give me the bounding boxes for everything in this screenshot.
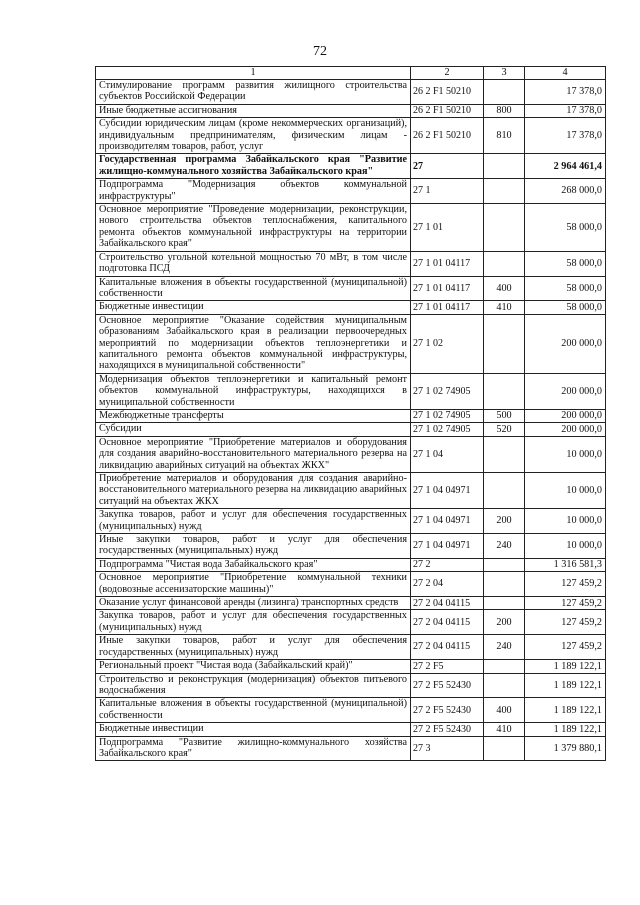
row-code-cell: 27 1 01 04117: [411, 301, 484, 314]
row-sum-cell: 17 378,0: [525, 118, 606, 154]
row-name-cell: Закупка товаров, работ и услуг для обеспечения государственных (муниципальных) нужд: [96, 509, 411, 534]
row-code-cell: 27 1 02 74905: [411, 409, 484, 422]
table-row: [96, 558, 606, 571]
row-code-cell: 27 1: [411, 179, 484, 204]
row-sum-cell: 58 000,0: [525, 301, 606, 314]
row-expense-type-cell: 200: [484, 509, 525, 534]
row-code-cell: 27 2 F5 52430: [411, 723, 484, 736]
row-expense-type-cell: [484, 673, 525, 698]
row-code-cell: 27 1 02: [411, 314, 484, 373]
header-col-2: 2: [411, 67, 484, 80]
row-code-cell: 27 2 04 04115: [411, 610, 484, 635]
table-row: [96, 104, 606, 117]
row-sum-cell: 10 000,0: [525, 509, 606, 534]
row-name-cell: Строительство угольной котельной мощностью 70 мВт, в том числе подготовка ПСД: [96, 251, 411, 276]
row-sum-cell: 10 000,0: [525, 473, 606, 509]
row-expense-type-cell: [484, 597, 525, 610]
row-name-cell: Бюджетные инвестиции: [96, 723, 411, 736]
row-code-cell: 27 1 04 04971: [411, 534, 484, 559]
row-sum-cell: 200 000,0: [525, 373, 606, 409]
row-sum-cell: 1 316 581,3: [525, 558, 606, 571]
row-name-cell: Модернизация объектов теплоэнергетики и капитальный ремонт объектов коммунальной инфраструктуры, находящихся в муниципальной собственности: [96, 373, 411, 409]
row-code-cell: 27 2 04 04115: [411, 597, 484, 610]
table-row: [96, 534, 606, 559]
table-header-row: [96, 67, 606, 80]
row-name-cell: Субсидии юридическим лицам (кроме некоммерческих организаций), индивидуальным предпринимателям, физическим лицам - производителям товаров, работ, услуг: [96, 118, 411, 154]
table-row: [96, 251, 606, 276]
row-sum-cell: 2 964 461,4: [525, 154, 606, 179]
row-name-cell: Оказание услуг финансовой аренды (лизинга) транспортных средств: [96, 597, 411, 610]
table-row: [96, 473, 606, 509]
table-row: [96, 572, 606, 597]
row-sum-cell: 200 000,0: [525, 314, 606, 373]
row-name-cell: Межбюджетные трансферты: [96, 409, 411, 422]
table-row: [96, 301, 606, 314]
page-number: 72: [313, 44, 327, 59]
row-sum-cell: 17 378,0: [525, 80, 606, 105]
header-col-1: 1: [96, 67, 411, 80]
row-sum-cell: 200 000,0: [525, 409, 606, 422]
row-sum-cell: 1 189 122,1: [525, 673, 606, 698]
row-name-cell: Подпрограмма "Чистая вода Забайкальского края": [96, 558, 411, 571]
row-expense-type-cell: 800: [484, 104, 525, 117]
row-name-cell: Подпрограмма "Модернизация объектов коммунальной инфраструктуры": [96, 179, 411, 204]
row-expense-type-cell: [484, 154, 525, 179]
row-code-cell: 27: [411, 154, 484, 179]
row-expense-type-cell: [484, 373, 525, 409]
row-expense-type-cell: [484, 80, 525, 105]
table-row: [96, 80, 606, 105]
table-row: [96, 118, 606, 154]
row-sum-cell: 127 459,2: [525, 572, 606, 597]
row-code-cell: 27 1 02 74905: [411, 423, 484, 436]
table-row: [96, 610, 606, 635]
table-row: [96, 179, 606, 204]
row-expense-type-cell: [484, 436, 525, 472]
row-code-cell: 27 1 04: [411, 436, 484, 472]
row-name-cell: Строительство и реконструкция (модернизация) объектов питьевого водоснабжения: [96, 673, 411, 698]
row-code-cell: 27 3: [411, 736, 484, 761]
header-col-3: 3: [484, 67, 525, 80]
row-code-cell: 27 2 F5 52430: [411, 673, 484, 698]
row-sum-cell: 127 459,2: [525, 597, 606, 610]
row-sum-cell: 58 000,0: [525, 276, 606, 301]
row-code-cell: 27 1 01 04117: [411, 251, 484, 276]
row-expense-type-cell: [484, 179, 525, 204]
row-name-cell: Иные закупки товаров, работ и услуг для обеспечения государственных (муниципальных) нужд: [96, 635, 411, 660]
row-code-cell: 27 1 04 04971: [411, 509, 484, 534]
row-expense-type-cell: [484, 572, 525, 597]
row-sum-cell: 17 378,0: [525, 104, 606, 117]
row-expense-type-cell: 200: [484, 610, 525, 635]
row-expense-type-cell: 810: [484, 118, 525, 154]
row-expense-type-cell: 410: [484, 301, 525, 314]
table-row: [96, 736, 606, 761]
row-expense-type-cell: 520: [484, 423, 525, 436]
row-sum-cell: 127 459,2: [525, 610, 606, 635]
row-code-cell: 27 2 04: [411, 572, 484, 597]
row-code-cell: 26 2 F1 50210: [411, 104, 484, 117]
table-row: [96, 423, 606, 436]
row-sum-cell: 10 000,0: [525, 436, 606, 472]
row-name-cell: Региональный проект "Чистая вода (Забайкальский край)": [96, 660, 411, 673]
row-sum-cell: 1 189 122,1: [525, 698, 606, 723]
budget-table: [95, 66, 606, 761]
table-row: [96, 314, 606, 373]
row-code-cell: 26 2 F1 50210: [411, 118, 484, 154]
row-code-cell: 27 1 01: [411, 204, 484, 252]
table-row: [96, 204, 606, 252]
row-code-cell: 26 2 F1 50210: [411, 80, 484, 105]
row-sum-cell: 1 189 122,1: [525, 660, 606, 673]
table-row: [96, 154, 606, 179]
row-code-cell: 27 1 04 04971: [411, 473, 484, 509]
row-expense-type-cell: 240: [484, 635, 525, 660]
row-expense-type-cell: 410: [484, 723, 525, 736]
row-code-cell: 27 1 02 74905: [411, 373, 484, 409]
row-expense-type-cell: [484, 736, 525, 761]
row-expense-type-cell: 400: [484, 276, 525, 301]
row-expense-type-cell: [484, 558, 525, 571]
row-name-cell: Подпрограмма "Развитие жилищно-коммунального хозяйства Забайкальского края": [96, 736, 411, 761]
row-name-cell: Основное мероприятие "Проведение модернизации, реконструкции, нового строительства объектов теплоснабжения, капитального ремонта объектов коммунальной инфраструктуры на территории Забайкальского края": [96, 204, 411, 252]
row-sum-cell: 1 189 122,1: [525, 723, 606, 736]
row-expense-type-cell: 500: [484, 409, 525, 422]
row-expense-type-cell: 400: [484, 698, 525, 723]
row-name-cell: Капитальные вложения в объекты государственной (муниципальной) собственности: [96, 698, 411, 723]
row-expense-type-cell: 240: [484, 534, 525, 559]
row-name-cell: Бюджетные инвестиции: [96, 301, 411, 314]
row-sum-cell: 58 000,0: [525, 204, 606, 252]
header-col-4: 4: [525, 67, 606, 80]
table-row: [96, 673, 606, 698]
row-code-cell: 27 2 F5: [411, 660, 484, 673]
row-code-cell: 27 2 F5 52430: [411, 698, 484, 723]
row-code-cell: 27 1 01 04117: [411, 276, 484, 301]
budget-table-body: [96, 67, 606, 761]
row-expense-type-cell: [484, 473, 525, 509]
row-sum-cell: 10 000,0: [525, 534, 606, 559]
row-name-cell: Иные закупки товаров, работ и услуг для обеспечения государственных (муниципальных) нужд: [96, 534, 411, 559]
row-name-cell: Субсидии: [96, 423, 411, 436]
row-name-cell: Капитальные вложения в объекты государственной (муниципальной) собственности: [96, 276, 411, 301]
row-code-cell: 27 2 04 04115: [411, 635, 484, 660]
row-expense-type-cell: [484, 251, 525, 276]
table-row: [96, 436, 606, 472]
table-row: [96, 698, 606, 723]
row-expense-type-cell: [484, 314, 525, 373]
row-sum-cell: 1 379 880,1: [525, 736, 606, 761]
row-name-cell: Стимулирование программ развития жилищного строительства субъектов Российской Федерации: [96, 80, 411, 105]
table-row: [96, 509, 606, 534]
row-name-cell: Приобретение материалов и оборудования для создания аварийно-восстановительного материального резерва на ликвидацию аварийных ситуаций на объектах ЖКХ: [96, 473, 411, 509]
row-code-cell: 27 2: [411, 558, 484, 571]
table-row: [96, 597, 606, 610]
row-sum-cell: 127 459,2: [525, 635, 606, 660]
row-name-cell: Иные бюджетные ассигнования: [96, 104, 411, 117]
row-sum-cell: 200 000,0: [525, 423, 606, 436]
row-name-cell: Основное мероприятие "Оказание содействия муниципальным образованиям Забайкальского края в реализации первоочередных мероприятий по модернизации объектов теплоэнергетики и капитального ремонта объектов коммунальной инфраструктуры, находящихся в муниципальной собственности": [96, 314, 411, 373]
row-sum-cell: 58 000,0: [525, 251, 606, 276]
row-name-cell: Основное мероприятие "Приобретение коммунальной техники (водовозные ассенизаторские машины)": [96, 572, 411, 597]
table-row: [96, 635, 606, 660]
row-name-cell: Закупка товаров, работ и услуг для обеспечения государственных (муниципальных) нужд: [96, 610, 411, 635]
table-row: [96, 409, 606, 422]
row-name-cell: Основное мероприятие "Приобретение материалов и оборудования для создания аварийно-восстановительного материального резерва на ликвидацию аварийных ситуаций на объектах ЖКХ": [96, 436, 411, 472]
row-name-cell: Государственная программа Забайкальского края "Развитие жилищно-коммунального хозяйства Забайкальского края": [96, 154, 411, 179]
table-row: [96, 660, 606, 673]
table-row: [96, 373, 606, 409]
row-expense-type-cell: [484, 660, 525, 673]
row-sum-cell: 268 000,0: [525, 179, 606, 204]
row-expense-type-cell: [484, 204, 525, 252]
table-row: [96, 276, 606, 301]
table-row: [96, 723, 606, 736]
